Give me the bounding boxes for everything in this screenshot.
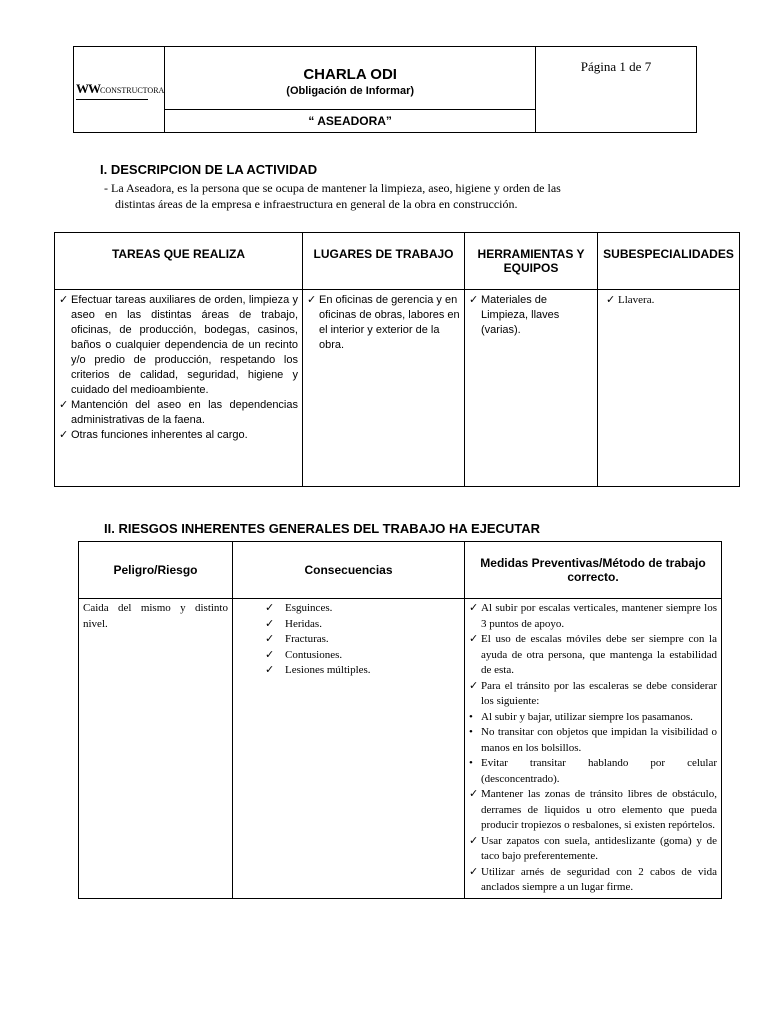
list-item: ✓ Mantener las zonas de tránsito libres de obstáculo, derrames de liquidos u otro elemento que pueda producir tropiezos o resbalones, si existen repórtelos. <box>469 787 717 834</box>
header-medidas: Medidas Preventivas/Método de trabajo correcto. <box>465 542 722 599</box>
role-title: “ ASEADORA” <box>165 110 536 133</box>
logo-text: CONSTRUCTORA <box>100 85 165 95</box>
header-peligro: Peligro/Riesgo <box>79 542 233 599</box>
check-icon: ✓ <box>469 834 479 847</box>
list-item: • Al subir y bajar, utilizar siempre los pasamanos. <box>469 710 717 726</box>
description-line-1: - La Aseadora, es la persona que se ocupa de mantener la limpieza, aseo, higiene y orden de las <box>104 181 561 195</box>
check-icon: ✓ <box>307 294 317 306</box>
section2-title: II. RIESGOS INHERENTES GENERALES DEL TRABAJO HA EJECUTAR <box>104 521 541 536</box>
list-item: ✓ Mantención del aseo en las dependencias administrativas de la faena. <box>59 399 298 426</box>
list-item: ✓ Para el tránsito por las escaleras se debe considerar los siguiente: <box>469 679 717 710</box>
list-item: ✓ Llavera. <box>606 294 655 306</box>
title-cell <box>165 47 536 110</box>
list-item: ✓ Fracturas. <box>237 632 460 648</box>
list-item: ✓ Materiales de Limpieza, llaves (varias). <box>469 294 560 336</box>
list-item: ✓ Efectuar tareas auxiliares de orden, limpieza y aseo en las distintas áreas de trabajo, oficinas, de producción, bodegas, casinos, baños o cualquier dependencia de un recinto y/o predio de producción, respetando los criterios de calidad, seguridad, higiene y cuidado del medioambiente. <box>59 294 298 396</box>
page-number: Página 1 de 7 <box>536 47 697 133</box>
list-item: ✓ Contusiones. <box>237 648 460 664</box>
list-item: ✓ Usar zapatos con suela, antideslizante (goma) y de taco bajo preferentemente. <box>469 834 717 865</box>
list-item: ✓ Otras funciones inherentes al cargo. <box>59 429 248 441</box>
list-item: ✓ Al subir por escalas verticales, mantener siempre los 3 puntos de apoyo. <box>469 601 717 632</box>
check-icon: ✓ <box>59 294 69 306</box>
document-title: CHARLA ODI <box>303 65 397 83</box>
activity-description <box>104 180 684 212</box>
check-icon: ✓ <box>469 294 479 306</box>
logo-ww: WW <box>76 80 100 96</box>
check-icon: ✓ <box>469 679 479 692</box>
consecuencias-cell <box>233 599 465 899</box>
check-icon: ✓ <box>265 617 275 630</box>
tareas-cell <box>55 290 303 487</box>
subespecialidades-cell <box>598 290 740 487</box>
check-icon: ✓ <box>265 602 275 614</box>
check-icon: ✓ <box>265 664 275 676</box>
header-consecuencias: Consecuencias <box>233 542 465 599</box>
peligro-cell <box>79 599 233 899</box>
logo-underline <box>76 99 148 100</box>
check-icon: ✓ <box>606 294 616 306</box>
lugares-cell <box>303 290 465 487</box>
bullet-icon: • <box>469 757 473 769</box>
company-logo <box>74 47 165 133</box>
header-tareas: TAREAS QUE REALIZA <box>55 233 303 290</box>
header-subespecialidades: SUBESPECIALIDADES <box>598 233 740 290</box>
header-herramientas: HERRAMIENTAS Y EQUIPOS <box>465 233 598 290</box>
bullet-icon: • <box>469 710 473 723</box>
description-line-2: distintas áreas de la empresa e infraestructura en general de la obra en construcción. <box>115 197 518 211</box>
list-item: ✓ Utilizar arnés de seguridad con 2 cabos de vida anclados siempre a un lugar firme. <box>469 865 717 896</box>
check-icon: ✓ <box>59 399 69 411</box>
list-item: • Evitar transitar hablando por celular (desconcentrado). <box>469 756 717 787</box>
check-icon: ✓ <box>265 648 275 661</box>
check-icon: ✓ <box>265 633 275 645</box>
list-item: ✓ Esguinces. <box>237 601 460 617</box>
bullet-icon: • <box>469 726 473 738</box>
document-subtitle: (Obligación de Informar) <box>286 84 415 97</box>
check-icon: ✓ <box>59 429 69 441</box>
check-icon: ✓ <box>469 602 479 614</box>
check-icon: ✓ <box>469 788 479 800</box>
herramientas-cell <box>465 290 598 487</box>
list-item: ✓ En oficinas de gerencia y en oficinas de obras, labores en el interior y exterior de la obra. <box>307 294 460 351</box>
section1-title: I. DESCRIPCION DE LA ACTIVIDAD <box>100 162 318 177</box>
list-item: ✓ Heridas. <box>237 617 460 633</box>
list-item: • No transitar con objetos que impidan la visibilidad o manos en los bolsillos. <box>469 725 717 756</box>
peligro-text: Caida del mismo y distinto nivel. <box>83 602 228 630</box>
check-icon: ✓ <box>469 865 479 878</box>
header-lugares: LUGARES DE TRABAJO <box>303 233 465 290</box>
list-item: ✓ El uso de escalas móviles debe ser siempre con la ayuda de otra persona, que mantenga la estabilidad de esta. <box>469 632 717 679</box>
header-table <box>73 46 697 133</box>
check-icon: ✓ <box>469 633 479 645</box>
risk-table <box>78 541 722 899</box>
activity-table <box>54 232 740 487</box>
medidas-cell <box>465 599 722 899</box>
list-item: ✓ Lesiones múltiples. <box>237 663 460 679</box>
